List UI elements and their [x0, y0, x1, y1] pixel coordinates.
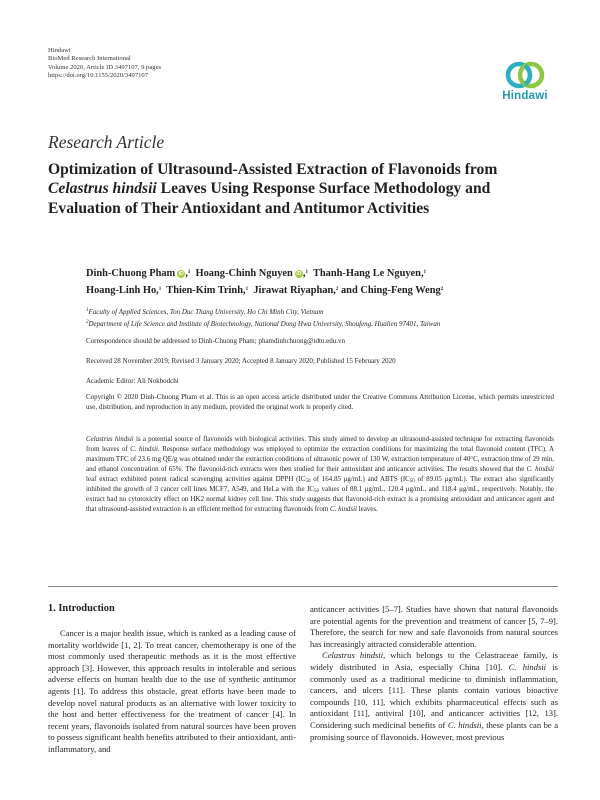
- affiliation-text: Faculty of Applied Sciences, Ton Duc Thang University, Ho Chi Minh City, Vietnam: [88, 308, 324, 316]
- species-name: C. hindsii: [447, 719, 482, 730]
- affiliation: [86, 319, 440, 329]
- abstract-species: Celastrus hindsii: [86, 435, 134, 443]
- author-name[interactable]: Dinh-Chuong Pham: [86, 268, 176, 279]
- species-name: C. hindsii: [508, 661, 547, 672]
- paragraph-text: is commonly used as a traditional medicine to diminish inflammation, cancers, and ulcers [11]. These plants contain various bioactive compounds [10, 11], which exhibits pharmaceutical effects such as antioxidant [11], antiviral [10], and anticancer activities [12, 13]. Considering such medicinal benefits of: [310, 661, 558, 730]
- title-species: Celastrus hindsii: [48, 180, 157, 198]
- subscript: 50: [314, 488, 320, 494]
- affiliation: [86, 307, 323, 317]
- right-column: [310, 604, 558, 743]
- subscript: 50: [305, 478, 311, 484]
- section-divider: [48, 586, 558, 587]
- affiliation-number: 1: [86, 308, 89, 313]
- author-name[interactable]: Thien-Kim Trinh: [166, 285, 243, 296]
- title-part-1: Optimization of Ultrasound-Assisted Extraction of Flavonoids from: [48, 161, 498, 178]
- abstract-species: C. hindsii: [526, 464, 554, 473]
- copyright-notice: Copyright © 2020 Dinh-Chuong Pham et al. This is an open access article distributed under the Creative Commons Attribution License, which permits unrestricted use, distribution, and reproduction in any medium, provided the original work is properly cited.: [86, 393, 554, 411]
- author-list: Dinh-Chuong Pham iD ,$^1$ Hoang-Chinh Nguyen iD ,$^1$ Thanh-Hang Le Nguyen,$^1$ Hoang-Linh Ho,$^1$ Thien-Kim Trinh,$^1$ Jirawat Riyaphan,$^2$ and Ching-Feng Weng$^2$: [86, 268, 444, 296]
- paragraph: anticancer activities [5–7]. Studies have shown that natural flavonoids are potential agents for the prevention and treatment of cancer [5, 7–9]. Therefore, the search for new and safe flavonoids from natural sources has increasingly attracted considerable attention.: [310, 604, 558, 649]
- subscript: 50: [409, 478, 415, 484]
- author-name[interactable]: Thanh-Hang Le Nguyen: [312, 268, 421, 279]
- abstract-species: C. hindsii: [329, 504, 357, 513]
- author-affiliation-marker: 1: [158, 287, 162, 292]
- paragraph-text: , which belongs to the Celastraceae family, is widely distributed in Asia, especially China [10].: [310, 650, 558, 672]
- hindawi-logo-text: Hindawi: [502, 90, 548, 102]
- author-name[interactable]: Hoang-Linh Ho: [86, 285, 157, 296]
- publisher-name: Hindawi: [48, 47, 71, 54]
- paragraph: [310, 650, 558, 743]
- author-affiliation-marker: 1: [245, 287, 249, 292]
- journal-name: BioMed Research International: [48, 55, 131, 63]
- species-name: Celastrus hindsii: [322, 650, 384, 661]
- author-affiliation-marker: 1: [187, 270, 191, 275]
- affiliation-number: 2: [86, 320, 89, 325]
- academic-editor: Academic Editor: Ali Nokhodchi: [86, 377, 179, 385]
- journal-header: [48, 47, 161, 81]
- section-heading: 1. Introduction: [48, 603, 115, 614]
- abstract-text: values of 88.1 μg/mL, 120.4 μg/mL, and 118.4 μg/mL, respectively. Notably, the extract had no cytotoxicity effect on HK2 normal kidney cell line. This study suggests that flavonoid-rich extract is a promising antioxidant and anticancer agent and that ultrasound-assisted extraction is an efficient method for extracting flavonoids from: [86, 484, 554, 513]
- abstract-species: C. hindsii: [130, 444, 158, 453]
- doi-link[interactable]: https://doi.org/10.1155/2020/3497107: [48, 72, 149, 80]
- affiliation-text: Department of Life Science and Institute of Biotechnology, National Dong Hwa University, Shoufeng, Hualien 97401, Taiwan: [88, 320, 441, 328]
- left-column: [48, 628, 296, 756]
- paragraph: Cancer is a major health issue, which is ranked as a leading cause of mortality worldwide [1, 2]. To treat cancer, chemotherapy is one of the most commonly used therapeutic methods as it is the most effective approach [3]. However, this approach results in intolerable and serious adverse effects on human health due to the use of synthetic antitumor agents [1]. To address this obstacle, great efforts have been made to develop novel natural products as an alternative with lower toxicity to the host and better effectiveness for the treatment of cancer [4]. In recent years, flavonoids isolated from natural sources have been proven to possess significant health benefits attributed to their antioxidant, anti-inflammatory, and: [48, 628, 296, 754]
- volume-info: Volume 2020, Article ID 3497107, 9 pages: [48, 63, 162, 71]
- abstract-text: leaf extract exhibited potent radical scavenging activities against DPPH (IC: [86, 474, 306, 483]
- author-affiliation-marker: 1: [423, 270, 427, 275]
- author-name[interactable]: Jirawat Riyaphan: [253, 285, 334, 296]
- abstract: [86, 435, 554, 515]
- article-title: [48, 160, 558, 218]
- author-affiliation-marker: 2: [335, 287, 339, 292]
- abstract-text: of 89.05 μg/mL). The extract also significantly inhibited the growth of 3 cancer cell lines MCF7, A549, and HeLa with the IC: [86, 474, 554, 493]
- abstract-text: of 164.85 μg/mL) and ABTS (IC: [310, 474, 410, 483]
- author-affiliation-marker: 2: [440, 287, 444, 292]
- title-part-2: Leaves Using Response Surface Methodology and Evaluation of Their Antioxidant and Antitumor Activities: [48, 180, 491, 217]
- article-type: Research Article: [48, 132, 165, 152]
- author-affiliation-marker: 1: [305, 270, 308, 275]
- abstract-text: . Response surface methodology was employed to optimize the extraction conditions for maximizing the total flavonoid content (TFC). A maximum TFC of 23.6 mg QE/g was obtained under the extraction conditions of ultrasonic power of 130 W, extraction temperature of 40°C, extraction time of 29 min, and ethanol concentration of 65%. The flavonoid-rich extracts were then studied for their antioxidant and anticancer activities. The results showed that the: [86, 444, 554, 473]
- correspondence: Correspondence should be addressed to Dinh-Chuong Pham; phamdinhchuong@tdtu.edu.vn: [86, 337, 345, 345]
- author-name[interactable]: Hoang-Chinh Nguyen: [195, 268, 293, 279]
- abstract-text: leaves.: [356, 504, 378, 513]
- publication-dates: Received 28 November 2019; Revised 3 January 2020; Accepted 8 January 2020; Published 15 February 2020: [86, 357, 396, 365]
- paragraph-text: , these plants can be a promising source of flavonoids. However, most previous: [310, 719, 558, 742]
- orcid-icon[interactable]: iD: [296, 271, 302, 277]
- author-name[interactable]: Ching-Feng Weng: [360, 285, 441, 296]
- orcid-icon[interactable]: iD: [178, 271, 184, 277]
- abstract-text: is a potential source of flavonoids with biological activities. This study aimed to develop an ultrasound-assisted technique for extracting flavonoids from leaves of: [86, 435, 554, 453]
